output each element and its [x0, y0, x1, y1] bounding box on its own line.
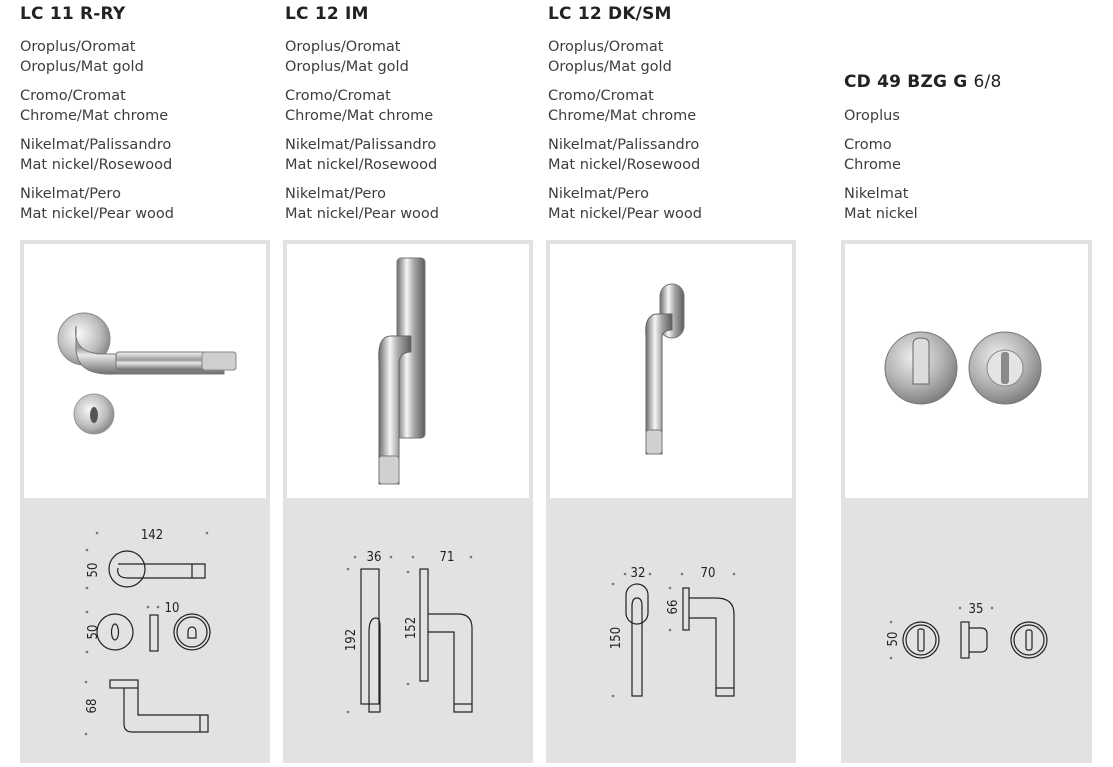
technical-drawing: [20, 502, 270, 763]
finish-line: Nikelmat/Pero: [20, 186, 121, 202]
window-handle-image: [550, 244, 792, 498]
finish-line: Mat nickel/Pear wood: [20, 206, 175, 222]
product-title: LC 12 DK/SM: [548, 4, 672, 24]
product-photo: [841, 240, 1092, 502]
finish-line: Mat nickel/Pear wood: [548, 206, 703, 222]
dimension-label: 192: [344, 628, 359, 652]
finish-line: Nikelmat/Palissandro: [548, 137, 700, 153]
dimension-label: 50: [886, 631, 901, 647]
product-title: LC 12 IM: [285, 4, 369, 24]
finish-line: Nikelmat/Pero: [285, 186, 386, 202]
dimension-label: 36: [366, 550, 382, 565]
finish-line: Oroplus/Oromat: [548, 39, 664, 55]
technical-drawing-panel: [20, 502, 270, 763]
finish-line: Mat nickel/Rosewood: [20, 157, 173, 173]
dimension-label: 50: [86, 624, 101, 640]
finish-line: Cromo: [844, 137, 892, 153]
technical-drawing-panel: [546, 502, 796, 763]
finish-line: Chrome/Mat chrome: [20, 108, 169, 124]
finish-line: Oroplus/Mat gold: [20, 59, 144, 75]
finish-line: Mat nickel/Rosewood: [548, 157, 701, 173]
finish-line: Oroplus: [844, 108, 900, 124]
technical-drawing-panel: [841, 502, 1092, 763]
finish-line: Oroplus/Mat gold: [548, 59, 672, 75]
product-photo: [283, 240, 533, 502]
finish-line: Nikelmat: [844, 186, 909, 202]
finish-line: Nikelmat/Palissandro: [285, 137, 437, 153]
dimension-label: 50: [86, 562, 101, 578]
dimension-label: 150: [609, 626, 624, 650]
finish-line: Chrome/Mat chrome: [285, 108, 434, 124]
dimension-label: 152: [404, 616, 419, 640]
finish-line: Oroplus/Oromat: [285, 39, 401, 55]
finish-line: Cromo/Cromat: [285, 88, 391, 104]
window-handle-image: [287, 244, 529, 498]
finish-line: Chrome/Mat chrome: [548, 108, 697, 124]
product-title: [844, 72, 1002, 92]
finish-line: Nikelmat/Palissandro: [20, 137, 172, 153]
product-photo: [546, 240, 796, 502]
dimension-label: 35: [968, 602, 984, 617]
product-title: LC 11 R-RY: [20, 4, 126, 24]
dimension-label: 66: [666, 599, 681, 615]
dimension-label: 142: [140, 528, 164, 543]
product-size: 6/8: [973, 72, 1002, 92]
dimension-label: 10: [164, 601, 180, 616]
product-code: CD 49 BZG G: [844, 72, 968, 92]
finish-line: Mat nickel/Pear wood: [285, 206, 440, 222]
finish-line: Nikelmat/Pero: [548, 186, 649, 202]
finish-line: Oroplus/Mat gold: [285, 59, 409, 75]
lever-handle-image: [24, 244, 266, 498]
product-photo: [20, 240, 270, 502]
finish-line: Cromo/Cromat: [548, 88, 654, 104]
technical-drawing-panel: [283, 502, 533, 763]
dimension-label: 32: [630, 566, 646, 581]
finish-line: Mat nickel/Rosewood: [285, 157, 438, 173]
dimension-label: 70: [700, 566, 716, 581]
technical-drawing: [546, 502, 796, 763]
finish-line: Oroplus/Oromat: [20, 39, 136, 55]
technical-drawing: [283, 502, 533, 763]
finish-line: Cromo/Cromat: [20, 88, 126, 104]
dimension-label: 71: [439, 550, 455, 565]
privacy-set-image: [845, 244, 1088, 498]
dimension-label: 68: [85, 698, 100, 714]
finish-line: Mat nickel: [844, 206, 918, 222]
technical-drawing: [841, 502, 1092, 763]
finish-line: Chrome: [844, 157, 901, 173]
